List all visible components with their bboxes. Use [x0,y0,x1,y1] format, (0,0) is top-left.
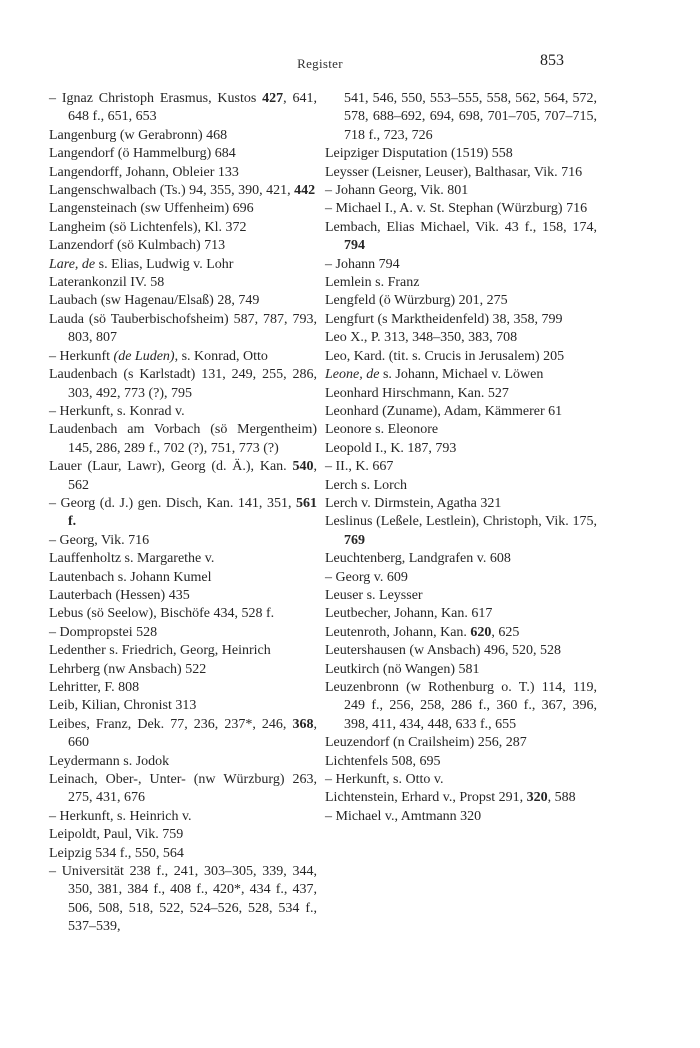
index-entry: Laudenbach am Vorbach (sö Mergentheim) 145, 286, 289 f., 702 (?), 751, 773 (?) [49,422,317,456]
index-entry: – Universität 238 f., 241, 303–305, 339, 344, 350, 381, 384 f., 408 f., 420*, 434 f., 437, 506, 508, 518, 522, 524–526, 528, 534 f., 537–539, [49,864,317,935]
index-entry: Lebus (sö Seelow), Bischöfe 434, 528 f. [49,606,275,622]
index-entry: Lautenbach s. Johann Kumel [49,569,212,585]
index-entry: – Dompropstei 528 [49,624,158,640]
running-header-title: Register [297,56,343,71]
index-entry: Lehrberg (nw Ansbach) 522 [49,661,207,677]
index-entry: – Johann Georg, Vik. 801 [325,183,469,199]
index-entry: Lauterbach (Hessen) 435 [49,587,190,603]
index-entry: Leutkirch (nö Wangen) 581 [325,661,480,677]
index-entry: Leipziger Disputation (1519) 558 [325,146,513,162]
index-entry: Leinach, Ober-, Unter- (nw Würzburg) 263, 275, 431, 676 [49,772,317,806]
index-entry: – Herkunft (de Luden), s. Konrad, Otto [49,348,268,364]
index-entry: Leutbecher, Johann, Kan. 617 [325,606,493,622]
index-entry: – Johann 794 [325,256,400,272]
index-entry: Lare, de s. Elias, Ludwig v. Lohr [49,256,234,272]
index-entry: Leipzig 534 f., 550, 564 [49,845,184,861]
index-entry: Lerch v. Dirmstein, Agatha 321 [325,495,502,511]
index-entry: Laudenbach (s Karlstadt) 131, 249, 255, 286, 303, 492, 773 (?), 795 [49,367,317,401]
index-entry: – Georg, Vik. 716 [49,532,150,548]
index-entry: Leydermann s. Jodok [49,753,170,769]
index-entry: – Georg (d. J.) gen. Disch, Kan. 141, 351, 561 f. [49,495,317,530]
index-entry: Langendorff, Johann, Obleier 133 [49,164,239,180]
index-entry: Leo, Kard. (tit. s. Crucis in Jerusalem) 205 [325,348,565,364]
index-entry: Langensteinach (sw Uffenheim) 696 [49,201,254,217]
index-entry: Leuser s. Leysser [325,587,423,603]
index-entry: Leib, Kilian, Chronist 313 [49,698,197,714]
index-entry: Laubach (sw Hagenau/Elsaß) 28, 749 [49,293,260,309]
index-entry: Laterankonzil IV. 58 [49,275,165,291]
index-entry: Lauffenholtz s. Margarethe v. [49,551,215,567]
index-entry: Lerch s. Lorch [325,477,408,493]
index-entry: – Ignaz Christoph Erasmus, Kustos 427, 641, 648 f., 651, 653 [49,91,317,125]
index-entry: Leysser (Leisner, Leuser), Balthasar, Vik. 716 [325,164,583,180]
index-entry: Leutenroth, Johann, Kan. 620, 625 [325,624,520,640]
index-entry: Leonore s. Eleonore [325,422,439,438]
index-entry-continuation: 541, 546, 550, 553–555, 558, 562, 564, 572, 578, 688–692, 694, 698, 701–705, 707–715, 718 f., 723, 726 [344,91,597,143]
index-entry: Langenschwalbach (Ts.) 94, 355, 390, 421, 442 [49,183,316,199]
index-entry: Leonhard Hirschmann, Kan. 527 [325,385,509,401]
index-entry: Leo X., P. 313, 348–350, 383, 708 [325,330,518,346]
index-column-left [49,90,317,937]
index-entry: Lehritter, F. 808 [49,680,140,695]
index-entry: Lanzendorf (sö Kulmbach) 713 [49,238,226,254]
index-entry: Leonhard (Zuname), Adam, Kämmerer 61 [325,403,563,419]
index-entry: Leslinus (Leßele, Lestlein), Christoph, Vik. 175, 769 [325,514,597,548]
index-entry: Lembach, Elias Michael, Vik. 43 f., 158, 174, 794 [325,219,597,254]
index-entry: – Michael I., A. v. St. Stephan (Würzburg) 716 [325,201,588,217]
index-entry: Lengfurt (s Marktheidenfeld) 38, 358, 799 [325,311,563,327]
index-entry: Lengfeld (ö Würzburg) 201, 275 [325,293,508,309]
index-entry: Leone, de s. Johann, Michael v. Löwen [325,367,544,383]
index-entry: – Georg v. 609 [325,569,408,585]
index-entry: – Herkunft, s. Heinrich v. [49,808,192,824]
index-entry: – Herkunft, s. Konrad v. [49,403,185,419]
index-entry: Leuzenbronn (w Rothenburg o. T.) 114, 119, 249 f., 256, 258, 286 f., 360 f., 367, 396, 398, 411, 434, 448, 633 f., 655 [325,680,597,732]
index-entry: Lauer (Laur, Lawr), Georg (d. Ä.), Kan. 540, 562 [49,459,317,493]
index-entry: Leutershausen (w Ansbach) 496, 520, 528 [325,643,562,659]
index-entry: Leipoldt, Paul, Vik. 759 [49,827,184,843]
index-entry: Leibes, Franz, Dek. 77, 236, 237*, 246, 368, 660 [49,716,317,751]
index-column-right [325,90,597,826]
index-entry: Langenburg (w Gerabronn) 468 [49,127,228,143]
index-entry: Langendorf (ö Hammelburg) 684 [49,146,236,162]
index-entry: Lichtenfels 508, 695 [325,753,441,769]
index-entry: – Michael v., Amtmann 320 [325,808,482,824]
index-entry: – Herkunft, s. Otto v. [325,772,444,788]
index-entry: Leopold I., K. 187, 793 [325,440,457,456]
page-number: 853 [540,52,564,69]
index-entry: Leuzendorf (n Crailsheim) 256, 287 [325,735,527,751]
index-entry: Lichtenstein, Erhard v., Propst 291, 320, 588 [325,790,576,806]
index-entry: Lemlein s. Franz [325,275,420,291]
index-entry: Langheim (sö Lichtenfels), Kl. 372 [49,219,247,235]
index-entry: Ledenther s. Friedrich, Georg, Heinrich [49,643,271,659]
index-entry: Leuchtenberg, Landgrafen v. 608 [325,551,511,567]
index-entry: – II., K. 667 [325,459,394,475]
index-entry: Lauda (sö Tauberbischofsheim) 587, 787, 793, 803, 807 [49,311,317,346]
